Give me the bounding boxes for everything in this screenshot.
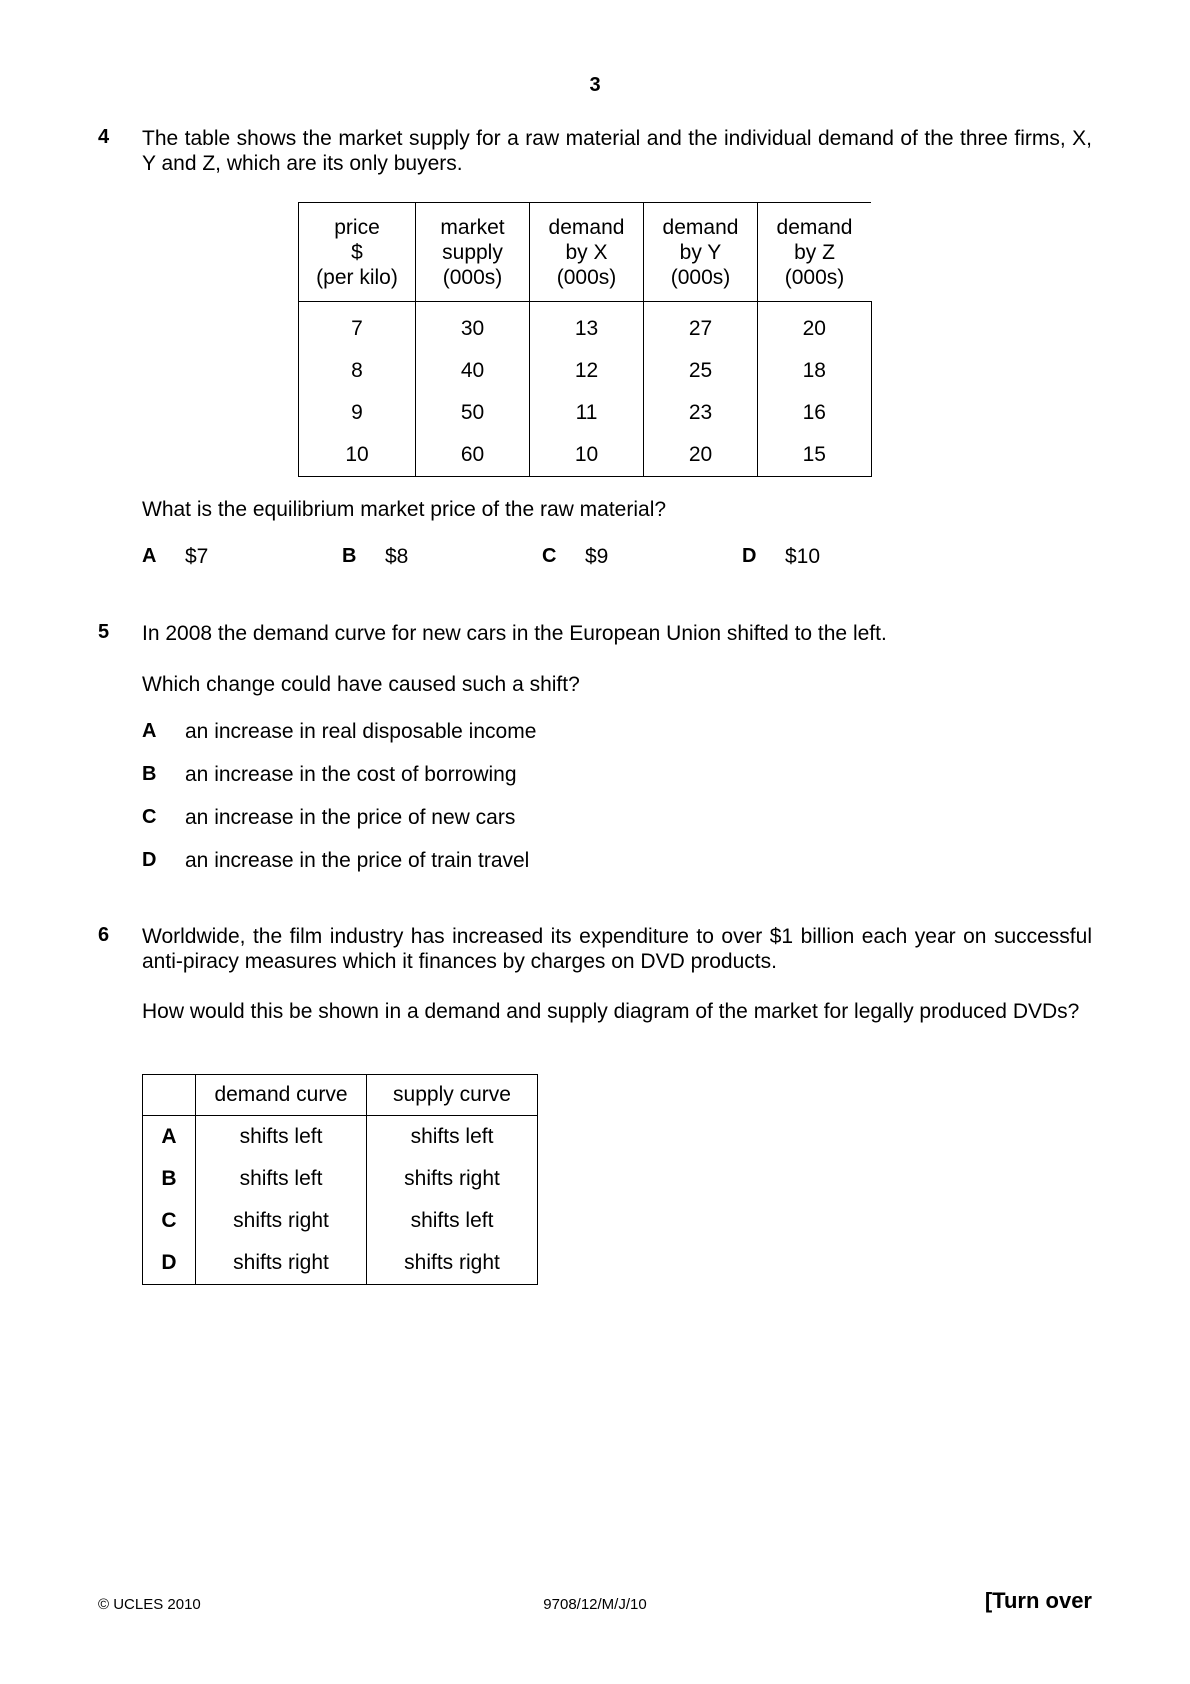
- question-6-number: 6: [98, 924, 110, 946]
- header-demand-y: demand by Y (000s): [644, 203, 758, 302]
- question-5-number: 5: [98, 621, 110, 643]
- question-4-prompt: What is the equilibrium market price of the raw material?: [142, 498, 667, 521]
- table-cell: shifts left: [196, 1158, 367, 1200]
- table-cell: 10: [299, 434, 416, 477]
- option-c-text: $9: [585, 545, 609, 568]
- answer-options-table: [142, 1074, 538, 1285]
- option-c-letter: C: [542, 545, 557, 567]
- option-letter: C: [143, 1200, 196, 1242]
- option-c-text: an increase in the price of new cars: [185, 806, 516, 829]
- option-c-letter: C: [142, 806, 157, 828]
- table-cell: 20: [644, 434, 758, 477]
- table-cell: shifts right: [367, 1158, 538, 1200]
- option-a-letter: A: [142, 545, 157, 567]
- footer-paper-code: 9708/12/M/J/10: [543, 1596, 647, 1613]
- option-a-text: $7: [185, 545, 209, 568]
- table-cell: 16: [758, 392, 872, 434]
- option-d-text: an increase in the price of train travel: [185, 849, 530, 872]
- question-5-prompt: Which change could have caused such a shift?: [142, 673, 580, 696]
- table-row: [299, 392, 872, 434]
- table-cell: shifts right: [367, 1242, 538, 1285]
- option-letter: A: [143, 1116, 196, 1159]
- table-cell: 60: [416, 434, 530, 477]
- option-b-text: $8: [385, 545, 409, 568]
- question-4-options: [142, 545, 942, 571]
- question-4-text: The table shows the market supply for a raw material and the individual demand of the three firms, X, Y and Z, which are its only buyers.: [142, 127, 1092, 175]
- table-row: [143, 1158, 538, 1200]
- table-cell: shifts left: [367, 1200, 538, 1242]
- header-market-supply: market supply (000s): [416, 203, 530, 302]
- table-cell: shifts left: [367, 1116, 538, 1159]
- table-cell: 11: [530, 392, 644, 434]
- footer-copyright: © UCLES 2010: [98, 1596, 201, 1613]
- option-b-letter: B: [342, 545, 357, 567]
- table-cell: 23: [644, 392, 758, 434]
- table-cell: 10: [530, 434, 644, 477]
- table-cell: 8: [299, 350, 416, 392]
- option-letter: D: [143, 1242, 196, 1285]
- question-6-text: Worldwide, the film industry has increased its expenditure to over $1 billion each year on successful anti-piracy measures which it finances by charges on DVD products.: [142, 925, 1092, 973]
- question-4-number: 4: [98, 126, 110, 148]
- table-cell: 50: [416, 392, 530, 434]
- table-cell: 30: [416, 302, 530, 351]
- table-cell: 15: [758, 434, 872, 477]
- option-d-text: $10: [785, 545, 821, 568]
- option-d-letter: D: [142, 849, 157, 871]
- table-cell: 7: [299, 302, 416, 351]
- option-a-letter: A: [142, 720, 157, 742]
- table-cell: 9: [299, 392, 416, 434]
- table-row: [143, 1116, 538, 1159]
- table-row: [143, 1242, 538, 1285]
- table-cell: 40: [416, 350, 530, 392]
- table-cell: shifts right: [196, 1242, 367, 1285]
- footer-turn-over: [Turn over: [984, 1588, 1092, 1613]
- option-d-letter: D: [742, 545, 757, 567]
- option-a-text: an increase in real disposable income: [185, 720, 537, 743]
- header-demand-x: demand by X (000s): [530, 203, 644, 302]
- table-row: [143, 1200, 538, 1242]
- table-cell: 13: [530, 302, 644, 351]
- header-supply-curve: supply curve: [367, 1075, 538, 1116]
- option-letter: B: [143, 1158, 196, 1200]
- question-6-prompt: How would this be shown in a demand and supply diagram of the market for legally produced DVDs?: [142, 1000, 1080, 1023]
- table-cell: 12: [530, 350, 644, 392]
- table-cell: 18: [758, 350, 872, 392]
- table-cell: shifts left: [196, 1116, 367, 1159]
- supply-demand-table: [298, 202, 872, 477]
- table-cell: shifts right: [196, 1200, 367, 1242]
- header-demand-z: demand by Z (000s): [758, 203, 872, 302]
- table-header-empty: [143, 1075, 196, 1116]
- table-row: [299, 434, 872, 477]
- header-demand-curve: demand curve: [196, 1075, 367, 1116]
- header-price: price $ (per kilo): [299, 203, 416, 302]
- option-b-letter: B: [142, 763, 157, 785]
- option-b-text: an increase in the cost of borrowing: [185, 763, 517, 786]
- table-row: [299, 350, 872, 392]
- table-cell: 27: [644, 302, 758, 351]
- table-row: [299, 302, 872, 351]
- table-cell: 20: [758, 302, 872, 351]
- page-number: 3: [589, 74, 601, 96]
- question-5-text: In 2008 the demand curve for new cars in the European Union shifted to the left.: [142, 622, 887, 645]
- table-cell: 25: [644, 350, 758, 392]
